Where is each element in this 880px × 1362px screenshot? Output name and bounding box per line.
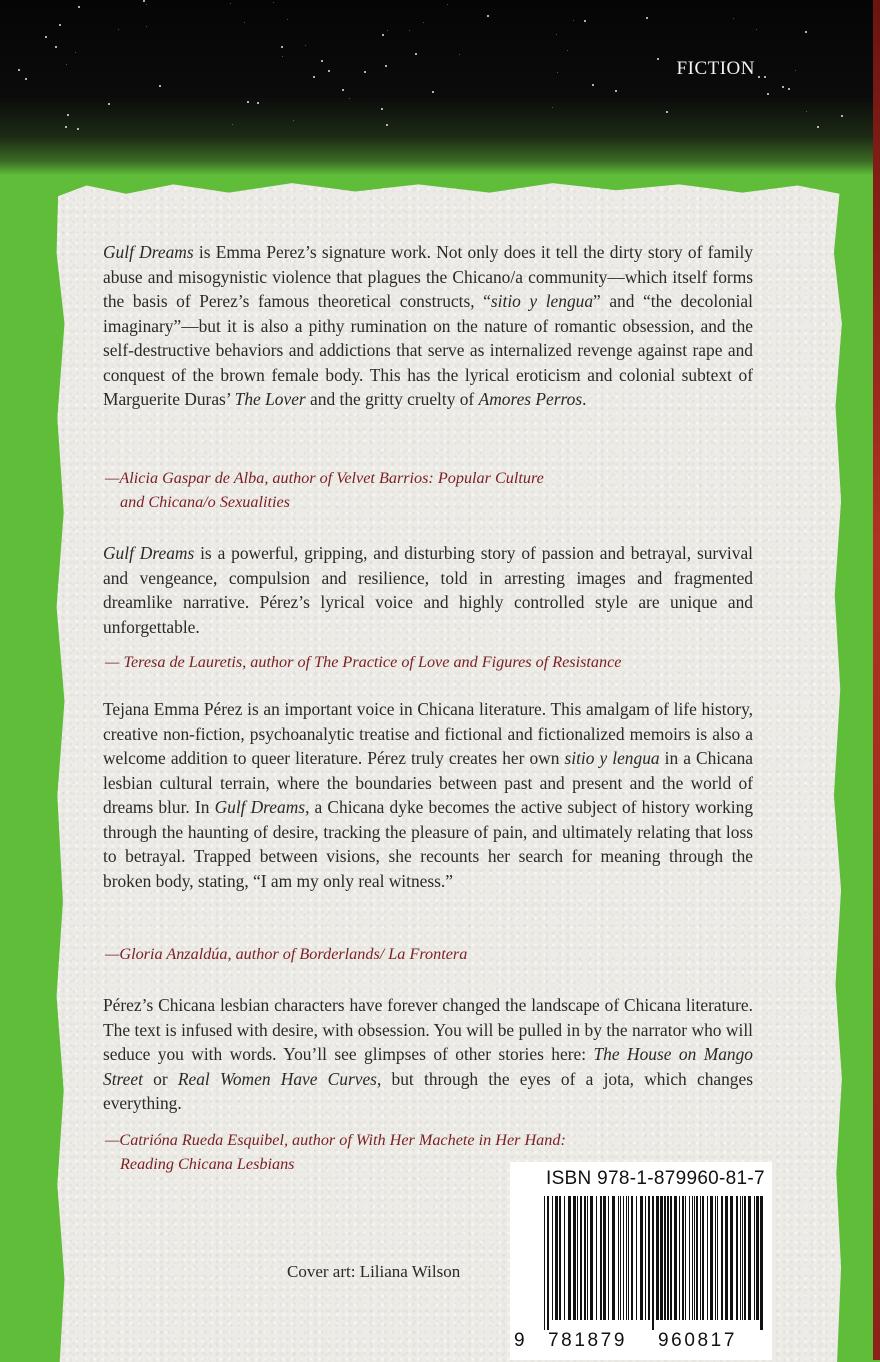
blurb-text-run: is Emma Perez’s signature work. Not only does it tell the dirty story of family abuse and misogynistic violence that plagues the Chicano/a community—which itself forms the basis of Perez’s famous theoretical constructs, “	[103, 242, 754, 311]
blurb-text-run: sitio y lengua	[564, 748, 660, 768]
star	[143, 0, 145, 2]
barcode-bar	[590, 1196, 593, 1320]
star	[55, 46, 57, 48]
isbn-barcode	[510, 1162, 772, 1360]
blurb-text-run: Gulf Dreams	[103, 242, 194, 262]
star	[230, 3, 231, 4]
star	[321, 60, 323, 62]
star	[805, 31, 807, 33]
barcode-bar	[608, 1196, 609, 1320]
attribution-line: Reading Chicana Lesbians	[120, 1155, 295, 1173]
blurb-text-run: Tejana Emma Pérez is an important voice in Chicana literature. This amalgam of life history, creative non-fiction, psychoanalytic treatise and fictional and fictionalized memoirs is also a welcome addition to queer literature. Pérez truly creates her own	[103, 699, 753, 768]
star	[282, 56, 283, 57]
barcode-bar	[656, 1196, 659, 1320]
review-blurb-2	[103, 541, 753, 639]
barcode-bar	[568, 1196, 571, 1320]
star	[287, 19, 288, 20]
star	[18, 69, 20, 71]
attribution-line: —Alicia Gaspar de Alba, author of Velvet Barrios: Popular Culture	[105, 469, 544, 487]
barcode-bar	[692, 1196, 693, 1320]
barcode-bar	[628, 1196, 629, 1320]
star	[567, 50, 568, 51]
barcode-bar	[721, 1196, 723, 1320]
star	[59, 24, 61, 26]
star	[381, 108, 383, 110]
barcode-bar	[612, 1196, 615, 1320]
star	[25, 78, 27, 80]
barcode-digits	[512, 1330, 770, 1358]
barcode-bar	[618, 1196, 619, 1320]
star	[447, 4, 448, 5]
star	[782, 86, 784, 88]
star	[305, 45, 306, 46]
star	[257, 102, 259, 104]
star	[552, 107, 553, 108]
blurb-text-run: Gulf Dreams	[214, 797, 306, 817]
isbn-label: ISBN 978-1-879960-81-7	[546, 1168, 765, 1189]
star	[313, 76, 315, 78]
barcode-bar	[715, 1196, 716, 1320]
category-label: FICTION	[676, 58, 755, 79]
star	[646, 17, 648, 19]
barcode-bar	[620, 1196, 621, 1320]
barcode-bar	[682, 1196, 684, 1320]
star	[364, 71, 366, 73]
barcode-bar	[645, 1196, 646, 1320]
barcode-bar	[580, 1196, 582, 1320]
star	[146, 4, 147, 5]
barcode-bar	[736, 1196, 738, 1320]
star	[415, 53, 417, 55]
blurb-text-run: or	[142, 1068, 178, 1089]
star	[118, 29, 119, 30]
blurb-text-run: Gulf Dreams	[103, 543, 195, 563]
barcode-bars	[542, 1196, 764, 1330]
barcode-bar	[696, 1196, 698, 1320]
barcode-bar	[587, 1196, 588, 1320]
barcode-bar	[584, 1196, 586, 1320]
star	[67, 114, 69, 116]
barcode-bar	[573, 1196, 576, 1320]
attribution-line: and Chicana/o Sexualities	[120, 493, 290, 511]
star	[758, 76, 760, 78]
star	[328, 70, 330, 72]
star	[45, 36, 47, 38]
attribution-line: —Gloria Anzaldúa, author of Borderlands/ La Frontera	[105, 945, 468, 963]
star	[247, 101, 249, 103]
star	[615, 90, 617, 92]
star	[756, 29, 757, 30]
barcode-bar	[710, 1196, 713, 1320]
blurb-text-run: in a Chicana lesbian cultural terrain, where the boundaries between past and present and the world of dreams blur. In	[103, 748, 753, 817]
blurb-text-run: ” and “the decolonial imaginary”—but it is also a pithy rumination on the nature of romantic obsession, and the self-destructive behaviors and addictions that serve as internalized revenge against rape and conquest of the brown female body. This has the lyrical eroticism and colonial subtext of Marguerite Duras’	[103, 291, 753, 409]
barcode-bar	[603, 1196, 606, 1320]
star	[382, 34, 384, 36]
review-blurb-1	[103, 240, 753, 412]
blurb-text-run: The House on Mango Street	[103, 1044, 753, 1089]
star	[657, 58, 659, 60]
blurb-text-run: Amores Perros	[478, 389, 583, 409]
barcode-bar	[707, 1196, 708, 1320]
barcode-bar	[600, 1196, 602, 1320]
barcode-bar	[685, 1196, 686, 1320]
star	[806, 111, 807, 112]
barcode-bar	[596, 1196, 597, 1320]
barcode-bar	[552, 1196, 553, 1320]
blurb-text-run: Real Women Have Curves	[177, 1068, 377, 1089]
barcode-bar	[756, 1196, 759, 1320]
star	[387, 30, 388, 31]
review-attribution-3	[105, 942, 745, 966]
star	[584, 20, 586, 22]
blurb-text-run: and the gritty cruelty of	[305, 389, 479, 409]
star	[817, 126, 819, 128]
star	[733, 18, 734, 19]
barcode-bar	[702, 1196, 704, 1320]
barcode-bar	[717, 1196, 718, 1320]
attribution-line: — Teresa de Lauretis, author of The Practice of Love and Figures of Resistance	[105, 653, 622, 671]
star	[342, 89, 344, 91]
barcode-bar	[748, 1196, 751, 1320]
barcode-bar	[754, 1196, 755, 1320]
spine-edge	[873, 0, 880, 1360]
starry-sky-header	[0, 0, 880, 175]
barcode-bar	[730, 1196, 733, 1320]
review-attribution-1	[105, 466, 745, 514]
star	[77, 128, 79, 130]
barcode-bar	[760, 1196, 763, 1330]
barcode-bar	[689, 1196, 690, 1320]
star	[75, 52, 76, 53]
barcode-bar	[725, 1196, 728, 1320]
star	[385, 65, 387, 67]
barcode-bar	[640, 1196, 643, 1320]
barcode-bar	[740, 1196, 741, 1320]
barcode-digits-left: 781879	[548, 1330, 628, 1351]
blurb-text-run: Pérez’s Chicana lesbian characters have forever changed the landscape of Chicana literature. The text is infused with desire, with obsession. You will be pulled in by the narrator who will seduce you with words. You’ll see glimpses of other stories here:	[103, 995, 753, 1064]
star	[386, 124, 388, 126]
star	[556, 34, 557, 35]
blurb-text-run: , but through the eyes of a jota, which changes everything.	[103, 1068, 753, 1113]
star	[788, 88, 790, 90]
star	[146, 26, 147, 27]
barcode-bar	[648, 1196, 650, 1320]
blurb-text-run: .	[582, 389, 587, 409]
barcode-bar	[744, 1196, 746, 1320]
cover-art-credit: Cover art: Liliana Wilson	[287, 1262, 461, 1281]
barcode-bar	[544, 1196, 545, 1330]
star	[281, 46, 283, 48]
barcode-bar	[742, 1196, 743, 1320]
attribution-line: —Catrióna Rueda Esquibel, author of With Her Machete in Her Hand:	[105, 1131, 566, 1149]
barcode-bar	[674, 1196, 677, 1320]
star	[273, 2, 274, 3]
star	[65, 126, 67, 128]
star	[592, 84, 594, 86]
barcode-digit-lead: 9	[514, 1330, 525, 1351]
star	[232, 124, 233, 125]
star	[66, 64, 67, 65]
blurb-text-run: The Lover	[234, 389, 306, 409]
barcode-bar	[626, 1196, 627, 1320]
blurb-text-run: sitio y lengua	[490, 291, 594, 311]
star	[767, 93, 769, 95]
barcode-bar	[555, 1196, 558, 1320]
barcode-bar	[577, 1196, 578, 1320]
barcode-bar	[660, 1196, 663, 1320]
star	[795, 70, 796, 71]
star	[764, 76, 766, 78]
barcode-bar	[667, 1196, 669, 1320]
star	[409, 30, 410, 31]
star	[423, 22, 424, 23]
star	[841, 115, 843, 117]
barcode-bar	[694, 1196, 695, 1320]
star	[108, 103, 110, 105]
star	[557, 72, 558, 73]
star	[349, 98, 350, 99]
review-attribution-2	[105, 650, 745, 674]
barcode-bar	[700, 1196, 701, 1320]
blurb-text-run: is a powerful, gripping, and disturbing story of passion and betrayal, survival and vengeance, compulsion and resilience, told in arresting images and fragmented dreamlike narrative. Pérez’s lyrical voice and highly controlled style are unique and unforgettable.	[103, 543, 753, 637]
barcode-bar	[664, 1196, 666, 1320]
review-blurb-4	[103, 993, 753, 1116]
barcode-bar	[623, 1196, 624, 1320]
star	[78, 6, 80, 8]
barcode-bar	[631, 1196, 633, 1320]
star	[293, 120, 294, 121]
barcode-bar	[679, 1196, 680, 1320]
review-blurb-3	[103, 697, 753, 893]
star	[573, 20, 574, 21]
barcode-bar	[564, 1196, 565, 1320]
barcode-bar	[652, 1196, 654, 1330]
barcode-bar	[559, 1196, 561, 1320]
barcode-bar	[636, 1196, 637, 1320]
star	[244, 22, 245, 23]
star	[459, 54, 460, 55]
blurb-text-run: , a Chicana dyke becomes the active subject of history working through the haunting of desire, tracking the pleasure of pain, and ultimately relating that loss to betrayal. Trapped between visions, she recounts her search for meaning through the broken body, stating, “I am my only real witness.”	[103, 797, 754, 891]
star	[432, 91, 434, 93]
star	[666, 111, 668, 113]
barcode-bar	[670, 1196, 672, 1320]
star	[159, 85, 161, 87]
star	[487, 15, 489, 17]
barcode-digits-right: 960817	[658, 1330, 738, 1351]
barcode-bar	[547, 1196, 549, 1330]
